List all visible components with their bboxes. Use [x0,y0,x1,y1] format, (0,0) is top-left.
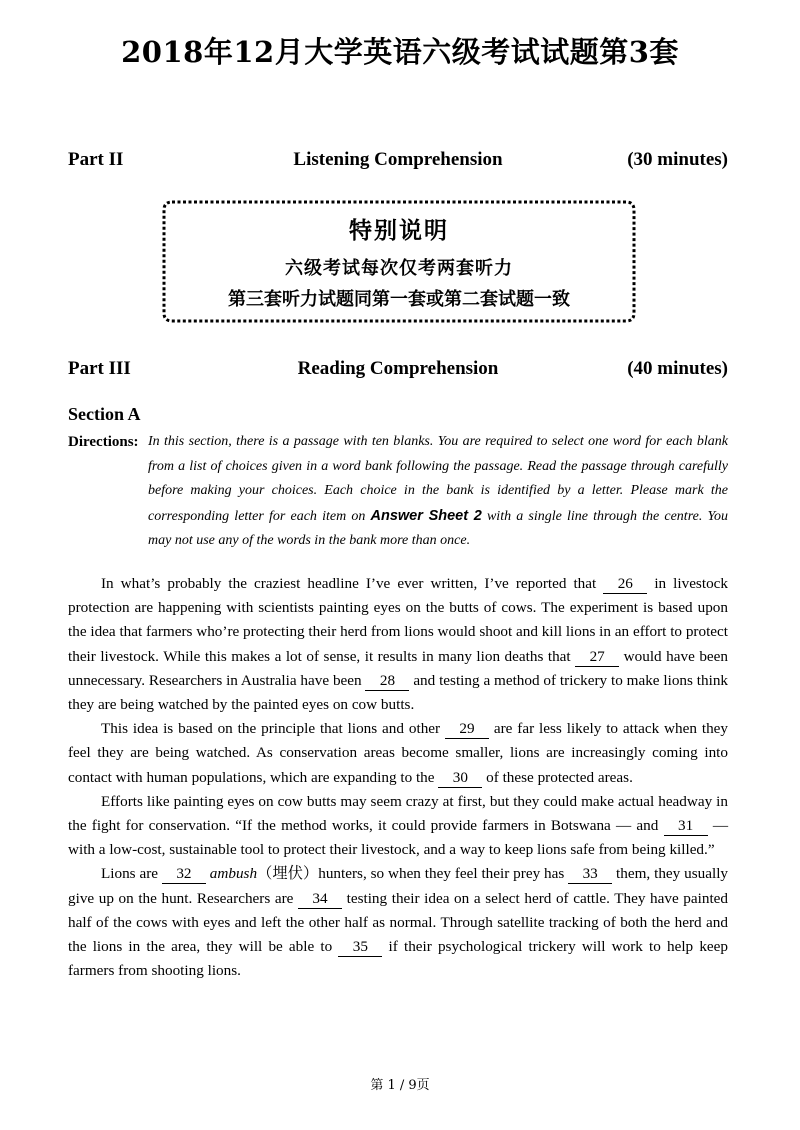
passage-text: This idea is based on the principle that lions and other [101,720,445,738]
part-iii-time: (40 minutes) [627,358,728,379]
passage-text: if their psychological trickery will work to help keep farmers from shooting lions. [68,938,728,980]
section-a-title: Section A [68,404,141,424]
directions-text-part-2: with a single line through the centre. You may not use any of the words in the bank more than once. [148,508,728,548]
passage-paragraph-1 [68,572,728,717]
page-footer: 第 1 / 9页 [370,1078,430,1093]
blank-30: 30 [438,769,482,788]
passage-text: （埋伏）hunters, so when they feel their prey has [257,865,569,883]
passage-paragraph-2 [68,717,728,790]
passage-text: would have been unnecessary. Researchers in Australia have been [68,647,728,689]
part-iii-header [68,358,728,384]
blank-34: 34 [298,890,342,909]
passage-paragraph-3 [68,790,728,863]
passage-text: and testing a method of trickery to make lions think they are being watched by the painted eyes on cow butts. [68,671,729,714]
part-ii-label: Part II [68,149,124,170]
passage-text: — with a low-cost, sustainable tool to protect their livestock, and a way to keep lions safe from being killed.” [68,817,729,859]
part-ii-time: (30 minutes) [627,149,728,170]
blank-26: 26 [603,575,647,594]
part-ii-name: Listening Comprehension [293,149,503,170]
blank-31: 31 [664,817,708,836]
part-iii-name: Reading Comprehension [297,358,499,379]
blank-27: 27 [575,648,619,667]
blank-32: 32 [162,865,206,884]
passage-text: In what’s probably the craziest headline I’ve ever written, I’ve reported that [101,575,604,592]
passage-text: Efforts like painting eyes on cow butts may seem crazy at first, but they could make actual headway in the fight for conservation. “If the method works, it could provide farmers in Botswana — and [68,792,728,835]
directions-label: Directions: [68,434,139,450]
passage-italic-term: ambush [209,865,258,883]
passage-paragraph-4 [68,862,728,983]
part-iii-label: Part III [68,358,131,379]
blank-29: 29 [445,720,489,739]
reading-passage [68,572,728,983]
directions-text [148,430,728,554]
passage-text: testing their idea on a select herd of cattle. They have painted half of the cows with eyes and left the other half as normal. Through satellite tracking of both the herd and the lions in the area, they will be able to [68,889,729,956]
notice-heading: 特别说明 [349,218,449,244]
passage-text: of these protected areas. [482,768,633,786]
blank-28: 28 [365,672,409,691]
passage-text: them, they usually give up on the hunt. Researchers are [68,865,729,907]
part-ii-header [68,149,728,175]
blank-35: 35 [338,938,382,957]
answer-sheet-emphasis: Answer Sheet 2 [370,507,482,524]
notice-line-2: 第三套听力试题同第一套或第二套试题一致 [228,289,570,310]
directions-text-part-1: In this section, there is a passage with ten blanks. You are required to select one word for each blank from a list of choices given in a word bank following the passage. Read the passage through carefully before making your choices. Each choice in the bank is identified by a letter. Please mark the corresponding letter for each item on [148,434,728,524]
passage-text: in livestock protection are happening with scientists painting eyes on the butts of cows. The experiment is based upon the idea that farmers who’re protecting their herd from lions would shoot and kill lions in an effort to protect their livestock. While this makes a lot of sense, it results in many lion deaths that [68,575,728,665]
passage-text: are far less likely to attack when they feel they are being watched. As conservation areas become smaller, lions are increasingly coming into contact with human populations, which are expanding to the [68,720,728,786]
special-notice-box [160,198,638,325]
blank-33: 33 [568,865,612,884]
page-title: 2018年12月大学英语六级考试试题第3套 [121,35,679,69]
passage-text: Lions are [101,865,162,883]
notice-line-1: 六级考试每次仅考两套听力 [285,258,513,279]
